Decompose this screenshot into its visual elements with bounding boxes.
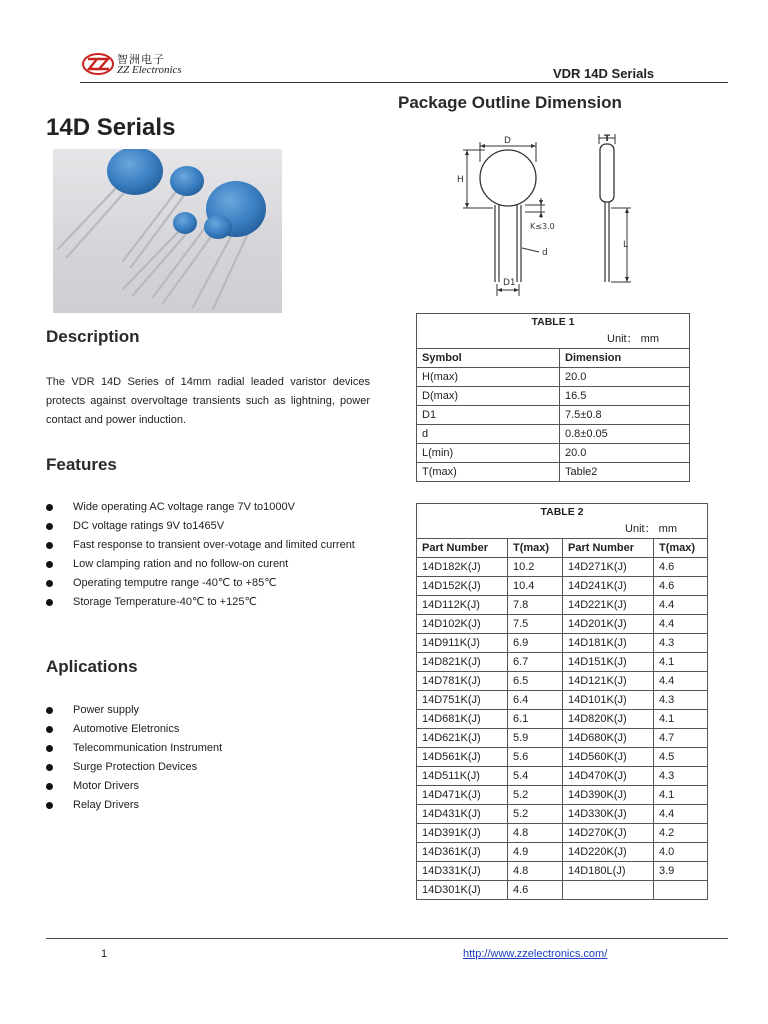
feature-item: Fast response to transient over-votage and limited current — [46, 536, 370, 555]
table-cell: 6.9 — [508, 634, 563, 653]
table-row — [417, 368, 690, 387]
table-cell: 4.1 — [654, 653, 708, 672]
zz-logo-mark — [82, 52, 116, 76]
table-cell: 4.6 — [508, 881, 563, 900]
table-cell: 4.4 — [654, 596, 708, 615]
table-row — [417, 881, 708, 900]
table-cell: 14D751K(J) — [417, 691, 508, 710]
table-cell: 6.1 — [508, 710, 563, 729]
table-cell: 4.4 — [654, 672, 708, 691]
table-row — [417, 824, 708, 843]
table-cell: 14D102K(J) — [417, 615, 508, 634]
table-cell: 4.3 — [654, 767, 708, 786]
footer-divider — [46, 938, 728, 939]
table-row — [417, 634, 708, 653]
table-cell: 14D201K(J) — [563, 615, 654, 634]
feature-item: Operating temputre range -40℃ to +85℃ — [46, 574, 370, 593]
table-cell — [563, 881, 654, 900]
table-cell: 14D241K(J) — [563, 577, 654, 596]
table-row — [417, 862, 708, 881]
features-list — [46, 498, 370, 612]
table-cell — [654, 881, 708, 900]
table-cell: 14D112K(J) — [417, 596, 508, 615]
feature-item: Low clamping ration and no follow-on curent — [46, 555, 370, 574]
bullet-icon — [46, 726, 53, 733]
bullet-icon — [46, 504, 53, 511]
table-cell: 4.6 — [654, 558, 708, 577]
package-outline-diagram — [455, 132, 655, 304]
table-row — [417, 444, 690, 463]
table-cell: 14D151K(J) — [563, 653, 654, 672]
table-cell: 4.7 — [654, 729, 708, 748]
table-cell: 14D781K(J) — [417, 672, 508, 691]
table-cell: 14D271K(J) — [563, 558, 654, 577]
table-cell: 14D470K(J) — [563, 767, 654, 786]
dimension-table — [416, 313, 690, 482]
application-item: Power supply — [46, 701, 370, 720]
feature-item: Wide operating AC voltage range 7V to1000V — [46, 498, 370, 517]
table-cell: 14D270K(J) — [563, 824, 654, 843]
table-cell: 6.4 — [508, 691, 563, 710]
table-cell: 4.2 — [654, 824, 708, 843]
table-cell: 14D221K(J) — [563, 596, 654, 615]
table-cell: 14D820K(J) — [563, 710, 654, 729]
bullet-icon — [46, 802, 53, 809]
table-cell: 14D101K(J) — [563, 691, 654, 710]
table-cell: 4.1 — [654, 710, 708, 729]
table-cell: 14D152K(J) — [417, 577, 508, 596]
part-number-table — [416, 503, 708, 900]
page-number: 1 — [101, 948, 108, 960]
table-cell: 14D431K(J) — [417, 805, 508, 824]
table-row — [417, 805, 708, 824]
description-heading: Description — [46, 327, 140, 346]
table-cell: 5.4 — [508, 767, 563, 786]
bullet-icon — [46, 561, 53, 568]
table-cell: 7.5±0.8 — [560, 406, 690, 425]
bullet-icon — [46, 542, 53, 549]
table-cell: 14D911K(J) — [417, 634, 508, 653]
package-outline-title: Package Outline Dimension — [398, 93, 622, 112]
website-link[interactable]: http://www.zzelectronics.com/ — [463, 948, 608, 960]
table-cell: 0.8±0.05 — [560, 425, 690, 444]
table-cell: 3.9 — [654, 862, 708, 881]
table-cell: 7.8 — [508, 596, 563, 615]
table-cell: T(max) — [417, 463, 560, 482]
table-cell: 7.5 — [508, 615, 563, 634]
series-label: VDR 14D Serials — [553, 66, 655, 81]
application-item: Automotive Eletronics — [46, 720, 370, 739]
table-cell: 4.3 — [654, 634, 708, 653]
table-cell: 5.9 — [508, 729, 563, 748]
table-row — [417, 748, 708, 767]
application-item: Motor Drivers — [46, 777, 370, 796]
header-divider — [80, 82, 728, 83]
table-cell: 14D471K(J) — [417, 786, 508, 805]
table-cell: H(max) — [417, 368, 560, 387]
table-cell: d — [417, 425, 560, 444]
feature-item: Storage Temperature-40℃ to +125℃ — [46, 593, 370, 612]
table-cell: 14D621K(J) — [417, 729, 508, 748]
table-cell: 4.8 — [508, 824, 563, 843]
product-photo — [53, 149, 282, 313]
table-row — [417, 558, 708, 577]
table-cell: 14D181K(J) — [563, 634, 654, 653]
table-cell: 20.0 — [560, 444, 690, 463]
table-cell: 20.0 — [560, 368, 690, 387]
table-cell: Table2 — [560, 463, 690, 482]
dim-label-H: H — [457, 175, 464, 185]
table-cell: 5.6 — [508, 748, 563, 767]
bullet-icon — [46, 523, 53, 530]
table-cell: D(max) — [417, 387, 560, 406]
table-cell: 14D391K(J) — [417, 824, 508, 843]
table-row — [417, 463, 690, 482]
dim-label-T: T — [604, 134, 611, 144]
bullet-icon — [46, 764, 53, 771]
table-cell: 6.7 — [508, 653, 563, 672]
table-cell: 14D821K(J) — [417, 653, 508, 672]
table-row — [417, 577, 708, 596]
dim-label-L: L — [623, 240, 629, 250]
table-cell: 14D390K(J) — [563, 786, 654, 805]
table-header: Dimension — [560, 349, 690, 368]
table-header: Part Number — [563, 539, 654, 558]
table-caption: TABLE 2 — [417, 504, 708, 521]
table-cell: 5.2 — [508, 805, 563, 824]
table-cell: 14D681K(J) — [417, 710, 508, 729]
table-cell: 4.4 — [654, 805, 708, 824]
dim-label-D: D — [504, 136, 511, 146]
table-cell: 4.9 — [508, 843, 563, 862]
table-cell: 14D301K(J) — [417, 881, 508, 900]
table-cell: L(min) — [417, 444, 560, 463]
bullet-icon — [46, 745, 53, 752]
table-cell: 4.4 — [654, 615, 708, 634]
table-cell: 10.2 — [508, 558, 563, 577]
table-cell: 4.8 — [508, 862, 563, 881]
table-row — [417, 843, 708, 862]
logo-chinese-text: 智洲电子 — [117, 53, 165, 66]
table-header: T(max) — [508, 539, 563, 558]
table-header: Part Number — [417, 539, 508, 558]
table-body — [417, 368, 690, 482]
table-row — [417, 672, 708, 691]
table-unit: Unit： mm — [417, 520, 708, 539]
applications-heading: Aplications — [46, 657, 138, 676]
table-cell: 4.0 — [654, 843, 708, 862]
table-row — [417, 615, 708, 634]
table-cell: 4.5 — [654, 748, 708, 767]
company-logo — [82, 52, 202, 78]
dim-label-D1: D1 — [503, 278, 516, 288]
table-row — [417, 786, 708, 805]
table-cell: 14D561K(J) — [417, 748, 508, 767]
application-item: Surge Protection Devices — [46, 758, 370, 777]
table-row — [417, 691, 708, 710]
table-cell: 14D361K(J) — [417, 843, 508, 862]
table-row — [417, 767, 708, 786]
table-body — [417, 558, 708, 900]
table-cell: 16.5 — [560, 387, 690, 406]
bullet-icon — [46, 783, 53, 790]
table-cell: 4.6 — [654, 577, 708, 596]
description-text: The VDR 14D Series of 14mm radial leaded varistor devices protects against overvoltage transients such as lightning, power contact and power induction. — [46, 376, 370, 426]
table-row — [417, 729, 708, 748]
table-cell: 14D182K(J) — [417, 558, 508, 577]
table-caption: TABLE 1 — [417, 314, 690, 331]
table-cell: 5.2 — [508, 786, 563, 805]
logo-english-text: ZZ Electronics — [117, 64, 182, 76]
bullet-icon — [46, 580, 53, 587]
table-row — [417, 425, 690, 444]
table-cell: 14D560K(J) — [563, 748, 654, 767]
table-cell: 14D680K(J) — [563, 729, 654, 748]
table-cell: 14D180L(J) — [563, 862, 654, 881]
table-cell: 14D331K(J) — [417, 862, 508, 881]
feature-item: DC voltage ratings 9V to1465V — [46, 517, 370, 536]
table-header: T(max) — [654, 539, 708, 558]
bullet-icon — [46, 707, 53, 714]
table-cell: D1 — [417, 406, 560, 425]
application-item: Relay Drivers — [46, 796, 370, 815]
table-header: Symbol — [417, 349, 560, 368]
table-cell: 14D121K(J) — [563, 672, 654, 691]
application-item: Telecommunication Instrument — [46, 739, 370, 758]
bullet-icon — [46, 599, 53, 606]
applications-list — [46, 701, 370, 815]
table-row — [417, 387, 690, 406]
dim-label-K: K≤3.0 — [530, 222, 555, 231]
table-row — [417, 406, 690, 425]
table-cell: 14D330K(J) — [563, 805, 654, 824]
table-cell: 4.1 — [654, 786, 708, 805]
dim-label-d: d — [542, 248, 548, 258]
table-unit: Unit： mm — [417, 330, 690, 349]
table-cell: 14D220K(J) — [563, 843, 654, 862]
table-row — [417, 653, 708, 672]
table-cell: 10.4 — [508, 577, 563, 596]
page-title: 14D Serials — [46, 114, 176, 141]
table-cell: 6.5 — [508, 672, 563, 691]
features-heading: Features — [46, 455, 117, 474]
table-row — [417, 710, 708, 729]
table-cell: 4.3 — [654, 691, 708, 710]
table-cell: 14D511K(J) — [417, 767, 508, 786]
table-row — [417, 596, 708, 615]
